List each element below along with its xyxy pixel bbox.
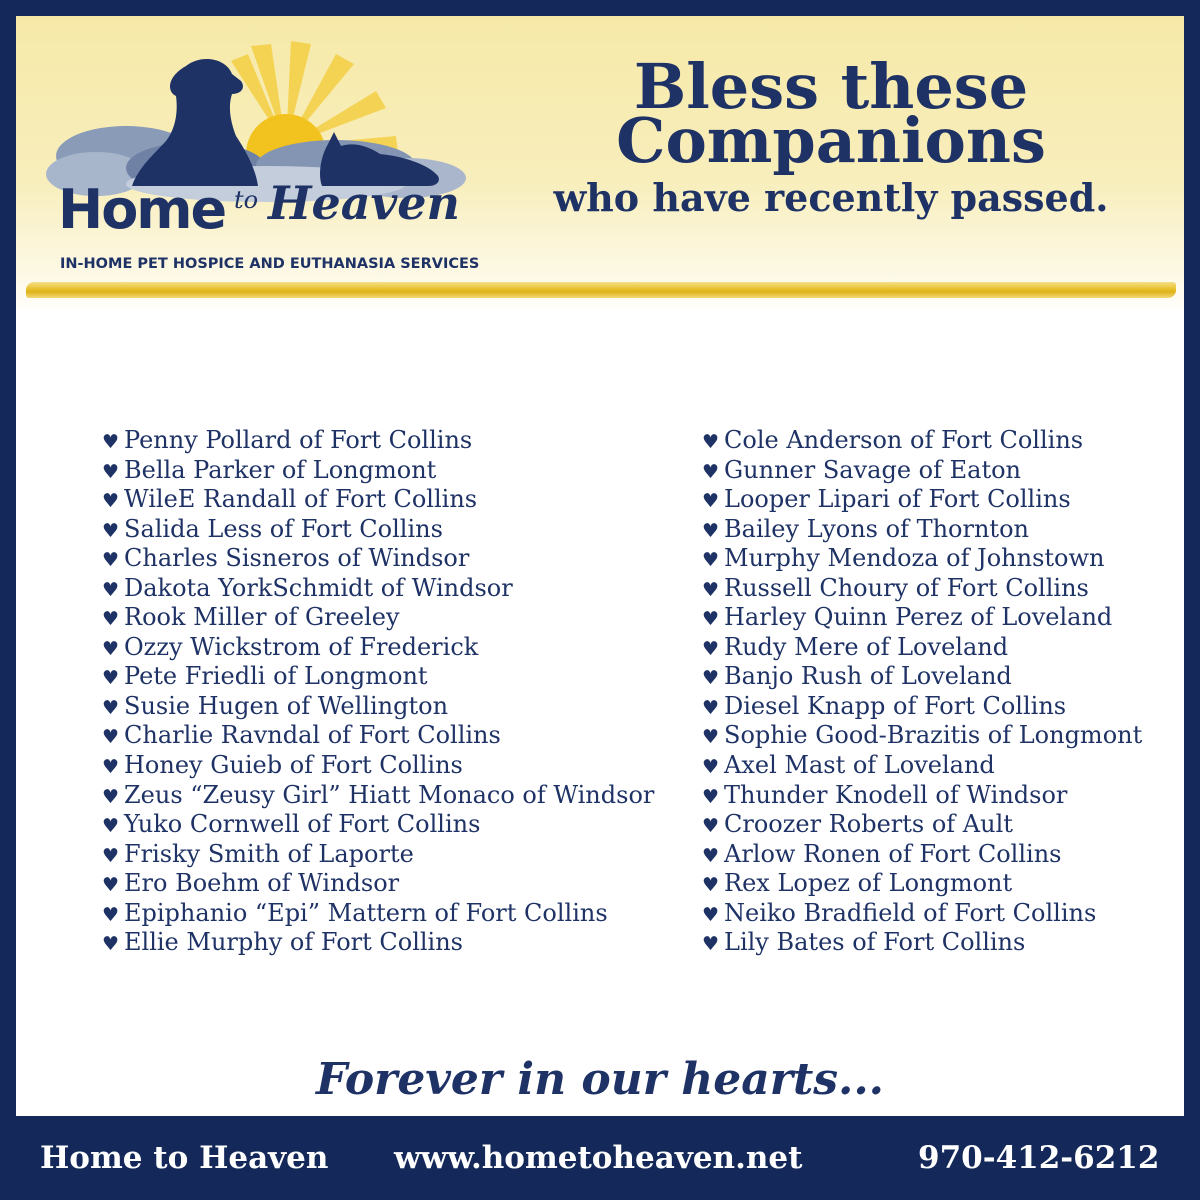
list-item: [702, 456, 1142, 486]
list-item: [702, 692, 1142, 722]
heart-icon: ♥: [102, 431, 120, 453]
heart-icon: ♥: [702, 696, 720, 719]
list-item: [102, 515, 654, 545]
heart-icon: ♥: [102, 578, 120, 601]
companion-name: Rudy Mere of Loveland: [724, 632, 1009, 661]
list-item: [102, 928, 654, 958]
companion-name: Rook Miller of Greeley: [124, 603, 400, 632]
companion-name: Rex Lopez of Longmont: [724, 869, 1013, 898]
logo-heaven-text: Heaven: [268, 176, 460, 230]
companion-name: Epiphanio “Epi” Mattern of Fort Collins: [124, 898, 608, 927]
heart-icon: ♥: [702, 815, 720, 838]
list-item: [702, 840, 1142, 870]
list-item: [102, 692, 654, 722]
heart-icon: ♥: [702, 933, 720, 956]
list-item: [102, 899, 654, 929]
closing-tagline: Forever in our hearts...: [315, 1054, 884, 1105]
list-item: [102, 781, 654, 811]
heart-icon: ♥: [702, 844, 720, 867]
list-item: [702, 544, 1142, 574]
heart-icon: ♥: [102, 726, 120, 749]
names-list-left: [102, 426, 654, 958]
list-item: [702, 751, 1142, 781]
list-item: [102, 485, 654, 515]
companion-name: Ero Boehm of Windsor: [124, 869, 400, 898]
companion-name: Ozzy Wickstrom of Frederick: [124, 632, 479, 661]
companion-name: Bella Parker of Longmont: [124, 455, 437, 484]
heart-icon: ♥: [702, 549, 720, 572]
heart-icon: ♥: [102, 696, 120, 719]
header-banner: [16, 16, 1184, 316]
list-item: [702, 810, 1142, 840]
heart-icon: ♥: [102, 785, 120, 808]
companion-name: Russell Choury of Fort Collins: [724, 573, 1089, 602]
logo-to-text: to: [234, 186, 259, 214]
companion-name: Salida Less of Fort Collins: [124, 514, 443, 543]
list-item: [702, 574, 1142, 604]
footer-phone[interactable]: 970-412-6212: [918, 1140, 1160, 1176]
companion-name: Cole Anderson of Fort Collins: [724, 426, 1084, 454]
list-item: [702, 603, 1142, 633]
home-to-heaven-logo: [36, 36, 480, 276]
companion-name: Frisky Smith of Laporte: [124, 839, 414, 868]
companion-name: Axel Mast of Loveland: [724, 751, 995, 780]
heart-icon: ♥: [702, 726, 720, 749]
list-item: [702, 721, 1142, 751]
names-list-right: [702, 426, 1142, 958]
footer-company: Home to Heaven: [40, 1140, 329, 1176]
heart-icon: ♥: [702, 667, 720, 690]
heart-icon: ♥: [102, 549, 120, 572]
heart-icon: ♥: [702, 608, 720, 631]
list-item: [102, 840, 654, 870]
list-item: [702, 869, 1142, 899]
companion-name: Diesel Knapp of Fort Collins: [724, 691, 1067, 720]
dog-silhouette-icon: [132, 59, 258, 186]
companion-name: Arlow Ronen of Fort Collins: [724, 839, 1062, 868]
list-item: [102, 574, 654, 604]
list-item: [102, 426, 654, 456]
companion-name: Neiko Bradfield of Fort Collins: [724, 898, 1097, 927]
companion-name: Honey Guieb of Fort Collins: [124, 751, 463, 780]
heart-icon: ♥: [702, 490, 720, 513]
headline-line-1: Bless these: [633, 50, 1029, 123]
list-item: [702, 928, 1142, 958]
heart-icon: ♥: [702, 519, 720, 542]
companion-name: WileE Randall of Fort Collins: [124, 485, 478, 514]
list-item: [102, 751, 654, 781]
companion-name: Gunner Savage of Eaton: [724, 455, 1021, 484]
heart-icon: ♥: [102, 637, 120, 660]
companion-name: Yuko Cornwell of Fort Collins: [124, 810, 481, 839]
companion-name: Charlie Ravndal of Fort Collins: [124, 721, 501, 750]
list-item: [702, 515, 1142, 545]
list-item: [102, 721, 654, 751]
heart-icon: ♥: [702, 903, 720, 926]
list-item: [702, 662, 1142, 692]
companion-name: Thunder Knodell of Windsor: [724, 780, 1068, 809]
list-item: [102, 544, 654, 574]
heart-icon: ♥: [102, 460, 120, 483]
heart-icon: ♥: [702, 874, 720, 897]
list-item: [102, 633, 654, 663]
companion-name: Lily Bates of Fort Collins: [724, 928, 1026, 957]
list-item: [102, 662, 654, 692]
heart-icon: ♥: [102, 815, 120, 838]
list-item: [102, 603, 654, 633]
list-item: [702, 633, 1142, 663]
heart-icon: ♥: [102, 903, 120, 926]
heart-icon: ♥: [102, 490, 120, 513]
companion-name: Zeus “Zeusy Girl” Hiatt Monaco of Windsor: [124, 780, 655, 809]
companion-name: Murphy Mendoza of Johnstown: [724, 544, 1105, 573]
headline-line-2: Companions: [616, 104, 1046, 177]
heart-icon: ♥: [702, 460, 720, 483]
companion-name: Bailey Lyons of Thornton: [724, 514, 1029, 543]
list-item: [702, 426, 1142, 456]
heart-icon: ♥: [102, 844, 120, 867]
companion-name: Banjo Rush of Loveland: [724, 662, 1012, 691]
heart-icon: ♥: [102, 519, 120, 542]
headline: [516, 50, 1146, 224]
heart-icon: ♥: [702, 637, 720, 660]
memorial-panel: [16, 16, 1184, 1116]
heart-icon: ♥: [702, 431, 720, 453]
gold-brush-divider: [26, 282, 1176, 298]
companion-name: Penny Pollard of Fort Collins: [124, 426, 473, 454]
heart-icon: ♥: [702, 578, 720, 601]
list-item: [702, 899, 1142, 929]
headline-line-3: who have recently passed.: [553, 175, 1109, 220]
companion-name: Susie Hugen of Wellington: [124, 691, 449, 720]
companion-name: Pete Friedli of Longmont: [124, 662, 428, 691]
companion-name: Charles Sisneros of Windsor: [124, 544, 470, 573]
companion-name: Croozer Roberts of Ault: [724, 810, 1013, 839]
companion-name: Dakota YorkSchmidt of Windsor: [124, 573, 513, 602]
list-item: [702, 781, 1142, 811]
footer-website-link[interactable]: www.hometoheaven.net: [394, 1140, 803, 1176]
list-item: [102, 456, 654, 486]
list-item: [702, 485, 1142, 515]
heart-icon: ♥: [102, 756, 120, 779]
companion-name: Looper Lipari of Fort Collins: [724, 485, 1071, 514]
logo-tagline: IN-HOME PET HOSPICE AND EUTHANASIA SERVICES: [60, 256, 480, 272]
heart-icon: ♥: [102, 667, 120, 690]
companion-name: Ellie Murphy of Fort Collins: [124, 928, 463, 957]
list-item: [102, 869, 654, 899]
logo-home-text: Home: [58, 178, 226, 241]
heart-icon: ♥: [702, 785, 720, 808]
heart-icon: ♥: [102, 933, 120, 956]
heart-icon: ♥: [702, 756, 720, 779]
heart-icon: ♥: [102, 874, 120, 897]
companion-name: Sophie Good-Brazitis of Longmont: [724, 721, 1143, 750]
list-item: [102, 810, 654, 840]
companion-name: Harley Quinn Perez of Loveland: [724, 603, 1113, 632]
heart-icon: ♥: [102, 608, 120, 631]
